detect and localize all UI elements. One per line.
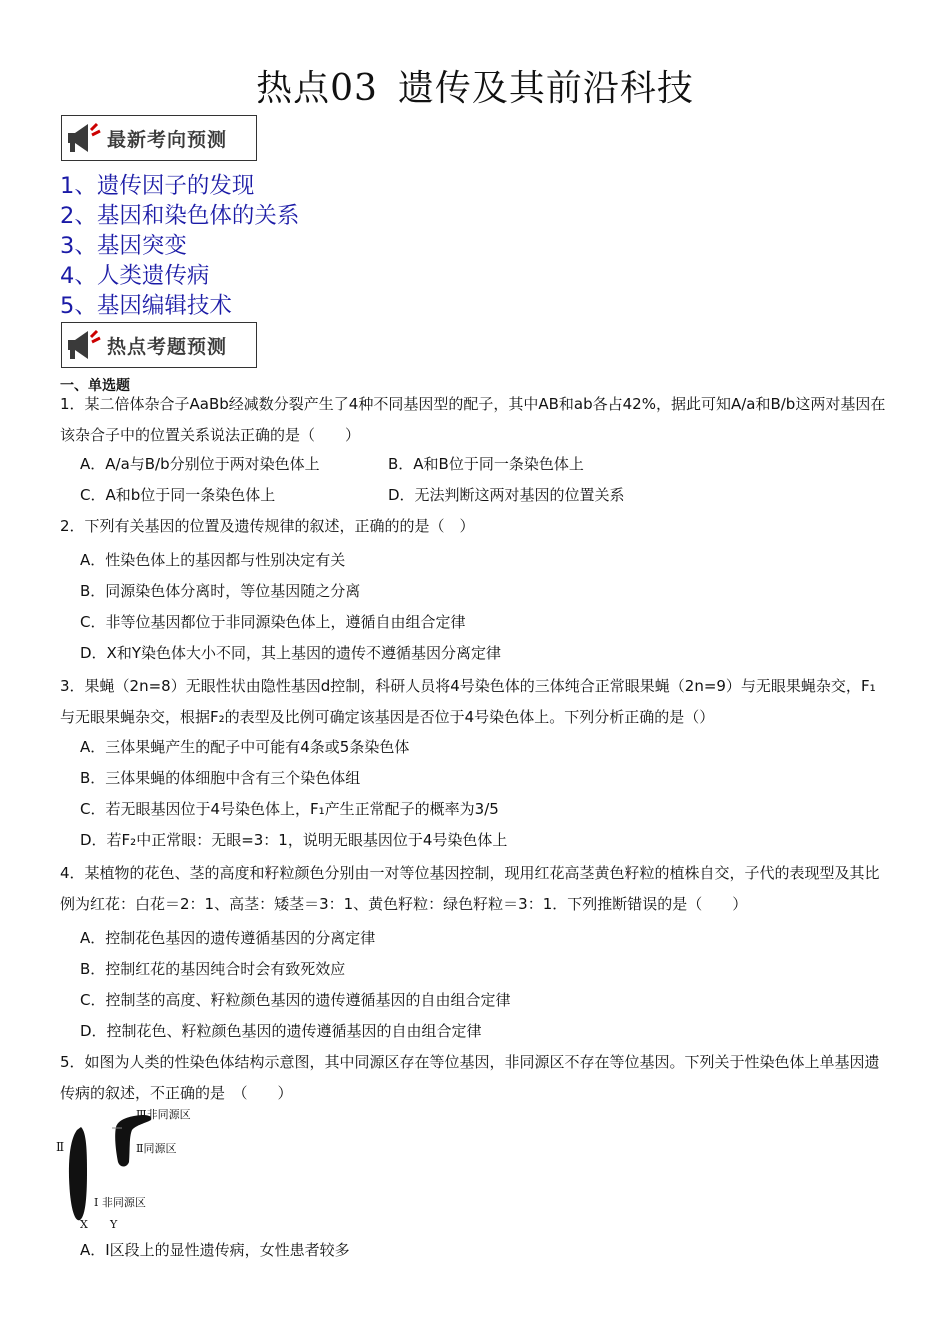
- topic-item: 3、基因突变: [60, 233, 187, 259]
- option-item: C．控制茎的高度、籽粒颜色基因的遗传遵循基因的自由组合定律: [80, 991, 511, 1009]
- page-title: [0, 60, 950, 111]
- topic-item: 4、人类遗传病: [60, 263, 210, 289]
- title-rest: 遗传及其前沿科技: [397, 68, 694, 109]
- megaphone-icon: [64, 120, 104, 156]
- option-item: C．若无眼基因位于4号染色体上，F₁产生正常配子的概率为3/5: [80, 800, 499, 818]
- option-item: A．控制花色基因的遗传遵循基因的分离定律: [80, 929, 376, 947]
- banner-label: 热点考题预测: [107, 336, 228, 358]
- option-item: D．X和Y染色体大小不同，其上基因的遗传不遵循基因分离定律: [80, 644, 501, 662]
- option-item: A．三体果蝇产生的配子中可能有4条或5条染色体: [80, 738, 410, 756]
- section-heading: 一、单选题: [60, 378, 130, 394]
- option-item: B．控制红花的基因纯合时会有致死效应: [80, 960, 346, 978]
- topic-item: 2、基因和染色体的关系: [60, 203, 300, 229]
- option-item: B．A和B位于同一条染色体上: [388, 455, 584, 473]
- banner-latest-trend: [61, 115, 257, 161]
- figure-label-x: X: [80, 1218, 88, 1231]
- option-item: A．Ⅰ区段上的显性遗传病，女性患者较多: [80, 1241, 350, 1259]
- sex-chromosome-figure: [50, 1102, 220, 1234]
- option-item: D．无法判断这两对基因的位置关系: [388, 486, 625, 504]
- banner-label: 最新考向预测: [107, 129, 228, 151]
- figure-label-region1: Ⅰ 非同源区: [94, 1196, 146, 1209]
- question-stem: 1．某二倍体杂合子AaBb经减数分裂产生了4种不同基因型的配子，其中AB和ab各占42%，据此可知A/a和B/b这两对基因在该杂合子中的位置关系说法正确的是（ ）: [60, 395, 886, 444]
- topic-list: [60, 171, 299, 321]
- option-item: A．A/a与B/b分别位于两对染色体上: [80, 455, 320, 473]
- banner-hot-questions: [61, 322, 257, 368]
- question-stem: 5．如图为人类的性染色体结构示意图，其中同源区存在等位基因，非同源区不存在等位基因。下列关于性染色体上单基因遗传病的叙述，不正确的是 （ ）: [60, 1053, 880, 1102]
- title-prefix: 热点03: [256, 68, 378, 109]
- figure-label-region2-left: Ⅱ: [56, 1140, 65, 1154]
- topic-item: 1、遗传因子的发现: [60, 173, 255, 199]
- megaphone-icon: [64, 327, 104, 363]
- question-stem: 2．下列有关基因的位置及遗传规律的叙述，正确的的是（ ）: [60, 517, 475, 535]
- question-stem: 3．果蝇（2n=8）无眼性状由隐性基因d控制，科研人员将4号染色体的三体纯合正常眼果蝇（2n=9）与无眼果蝇杂交，F₁与无眼果蝇杂交，根据F₂的表型及比例可确定该基因是否位于4号染色体上。下列分析正确的是（）: [60, 677, 876, 726]
- figure-label-y: Y: [110, 1218, 118, 1231]
- option-item: D．控制花色、籽粒颜色基因的遗传遵循基因的自由组合定律: [80, 1022, 482, 1040]
- question-stem: 4．某植物的花色、茎的高度和籽粒颜色分别由一对等位基因控制，现用红花高茎黄色籽粒的植株自交，子代的表现型及其比例为红花：白花＝2：1、高茎：矮茎＝3：1、黄色籽粒：绿色籽粒＝3：1．下列推断错误的是（ ）: [60, 864, 880, 913]
- option-item: C．A和b位于同一条染色体上: [80, 486, 276, 504]
- topic-item: 5、基因编辑技术: [60, 293, 232, 319]
- figure-label-region3: Ⅲ非同源区: [136, 1108, 191, 1121]
- figure-label-region2-right: Ⅱ同源区: [136, 1142, 177, 1155]
- option-item: A．性染色体上的基因都与性别决定有关: [80, 551, 346, 569]
- option-item: B．同源染色体分离时，等位基因随之分离: [80, 582, 361, 600]
- option-item: D．若F₂中正常眼：无眼=3：1，说明无眼基因位于4号染色体上: [80, 831, 508, 849]
- option-item: B．三体果蝇的体细胞中含有三个染色体组: [80, 769, 361, 787]
- option-item: C．非等位基因都位于非同源染色体上，遵循自由组合定律: [80, 613, 466, 631]
